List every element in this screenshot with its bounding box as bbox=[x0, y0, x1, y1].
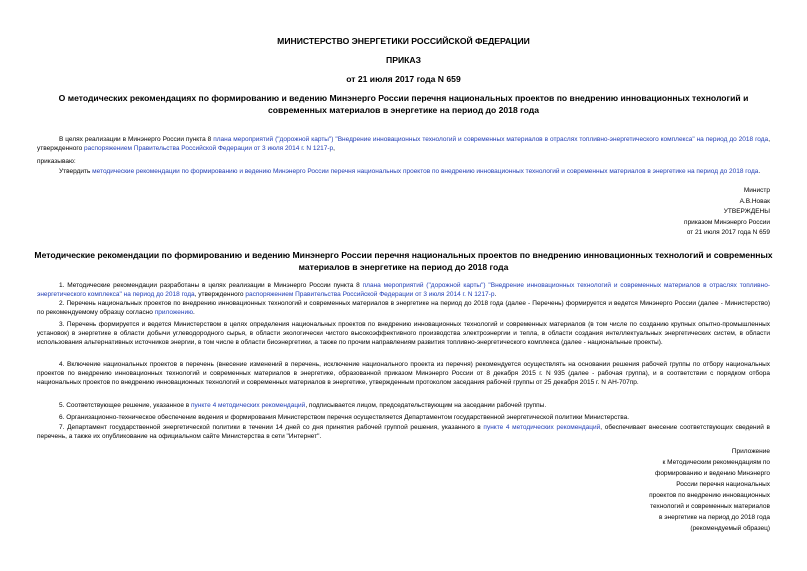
item-6: 6. Организационно-техническое обеспечение ведения и формирования Министерством перечня осуществляется Департаментом государственной энергетической политики Министерства. bbox=[59, 414, 630, 421]
signature-block bbox=[684, 186, 770, 239]
item-7-end: , обеспечивает внесение соответствующих сведений в перечень, а также их опубликование на официальном сайте Министерства в сети "Интернет". bbox=[37, 424, 770, 440]
approve-text-end: . bbox=[758, 168, 761, 175]
item-7-point4-link[interactable]: пункте 4 методических рекомендаций bbox=[483, 424, 601, 431]
appendix-block bbox=[649, 446, 770, 534]
approve-paragraph bbox=[37, 167, 770, 176]
appendix-line: проектов по внедрению инновационных bbox=[649, 492, 770, 499]
item-1 bbox=[37, 281, 770, 299]
item-4: 4. Включение национальных проектов в перечень (внесение изменений в перечень, исключение национального проекта из перечня) рекомендуется осуществлять на основании решения рабочей группы по отбору национальных проектов по внедрению инновационных технологий и современных материалов в энергетике, образованной приказом Минэнерго России от 8 декабря 2015 г. N 935 (далее - рабочая группа), и в соответствии с порядком отбора национальных проектов по внедрению инновационных технологий и современных материалов в энергетике, утвержденным протоколом заседания рабочей группы от 25 декабря 2015 г. N АН-707пр. bbox=[37, 361, 770, 386]
item-7 bbox=[37, 423, 770, 441]
preamble-text-end: , bbox=[333, 145, 335, 152]
appendix-line: в энергетике на период до 2018 года bbox=[658, 514, 770, 521]
preamble-paragraph bbox=[37, 135, 770, 153]
government-decree-link[interactable]: распоряжением Правительства Российской Федерации от 3 июля 2014 г. N 1217-р bbox=[84, 145, 334, 152]
item-2-end: . bbox=[192, 309, 195, 316]
item-1-start: 1. Методические рекомендации разработаны в целях реализации в Минэнерго России пункта 8 bbox=[59, 282, 363, 289]
order-date-number: от 21 июля 2017 года N 659 bbox=[346, 74, 461, 84]
approved-date: от 21 июля 2017 года N 659 bbox=[686, 229, 770, 237]
order-title: О методических рекомендациях по формированию и ведению Минэнерго России перечня национальных проектов по внедрению инновационных технологий и современных материалов в энергетике на период до 2018 года bbox=[58, 93, 749, 115]
appendix-line: к Методическим рекомендациям по bbox=[662, 459, 770, 466]
approved-by-order: приказом Минэнерго России bbox=[684, 218, 770, 226]
appendix-line: России перечня национальных bbox=[676, 481, 770, 488]
approve-text-start: Утвердить bbox=[59, 168, 93, 175]
roadmap-link[interactable]: плана мероприятий ("дорожной карты") "Внедрение инновационных технологий и современных материалов в отраслях топливно-энергетического комплекса" на период до 2018 года bbox=[213, 136, 769, 143]
approved-label: УТВЕРЖДЕНЫ bbox=[723, 208, 770, 216]
minister-title: Министр bbox=[743, 187, 770, 194]
item-2 bbox=[37, 299, 770, 317]
appendix-line: (рекомендуемый образец) bbox=[690, 525, 770, 532]
appendix-line: технологий и современных материалов bbox=[650, 503, 770, 510]
methodology-title: Методические рекомендации по формированию и ведению Минэнерго России перечня национальных проектов по внедрению инновационных технологий и современных материалов в энергетике на период до 2018 года bbox=[34, 250, 773, 272]
ministry-heading: МИНИСТЕРСТВО ЭНЕРГЕТИКИ РОССИЙСКОЙ ФЕДЕРАЦИИ bbox=[277, 36, 530, 46]
appendix-link[interactable]: приложению bbox=[154, 309, 193, 316]
item-1-roadmap-link[interactable]: плана мероприятий ("дорожной карты") "Внедрение инновационных технологий и современных материалов в отраслях топливно-энергетического комплекса" на период до 2018 года bbox=[37, 282, 770, 298]
doc-type-heading: ПРИКАЗ bbox=[386, 55, 421, 65]
item-5-start: 5. Соответствующее решение, указанное в bbox=[59, 402, 191, 409]
item-1-end: . bbox=[494, 291, 497, 298]
item-7-start: 7. Департамент государственной энергетической политики в течении 14 дней со дня принятия рабочей группой решения, указанного в bbox=[59, 424, 484, 431]
preamble-text-start: В целях реализации в Минэнерго России пункта 8 bbox=[59, 136, 214, 143]
orders-word: приказываю: bbox=[37, 158, 76, 165]
item-5 bbox=[37, 401, 770, 410]
item-2-start: 2. Перечень национальных проектов по внедрению инновационных технологий и современных материалов в энергетике на период до 2018 года (далее - Перечень) формируется и ведется Минэнерго России (далее - Министерство) по рекомендуемому образцу согласно bbox=[37, 300, 770, 316]
item-1-decree-link[interactable]: распоряжением Правительства Российской Федерации от 3 июля 2014 г. N 1217-р bbox=[245, 291, 495, 298]
item-1-mid: , утвержденного bbox=[194, 291, 246, 298]
item-3: 3. Перечень формируется и ведется Министерством в целях определения национальных проектов по внедрению инновационных технологий и современных материалов (в том числе по созданию крупных опытно-промышленных установок) в энергетике в области добычи углеводородного сырья, в области экологически чистого высокоэффективного производства электроэнергии и тепла, в области создания интеллектуальных энергетических систем, в области использования альтернативных источников энергии, в том числе в области биоэнергетики, а также по прочим направлениям развития топливно-энергетического комплекса (далее - национальные проекты). bbox=[37, 321, 770, 346]
item-5-point4-link[interactable]: пункте 4 методических рекомендаций bbox=[191, 402, 306, 409]
item-5-end: , подписывается лицом, председательствующим на заседании рабочей группы. bbox=[305, 402, 547, 409]
methodology-link[interactable]: методические рекомендации по формированию и ведению Минэнерго России перечня национальных проектов по внедрению инновационных технологий и современных материалов в энергетике на период до 2018 года bbox=[92, 168, 759, 175]
appendix-line: Приложение bbox=[731, 448, 770, 455]
preamble-text-mid: , утвержденного bbox=[37, 136, 770, 152]
minister-name: А.В.Новак bbox=[739, 197, 770, 205]
appendix-line: формированию и ведению Минэнерго bbox=[654, 470, 770, 477]
